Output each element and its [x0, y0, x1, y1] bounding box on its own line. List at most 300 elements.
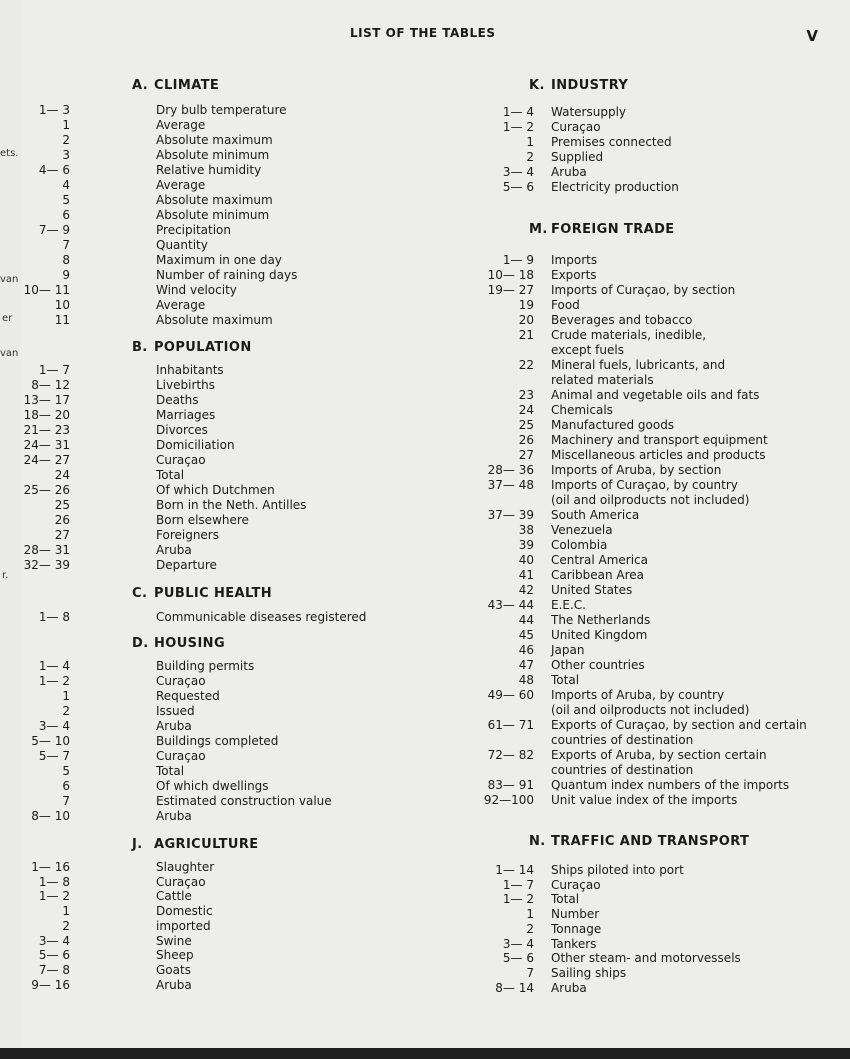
table-label: Absolute maximum [156, 133, 273, 147]
table-label: Food [551, 298, 580, 312]
table-number: 1— 2 [502, 892, 534, 907]
table-label: Marriages [156, 408, 216, 422]
section-letter: N. [529, 834, 546, 849]
table-label: Departure [156, 558, 217, 572]
table-entry [447, 298, 847, 313]
table-number: 1— 8 [38, 610, 70, 624]
table-entry [22, 779, 442, 794]
table-entry [22, 875, 442, 890]
table-number: 21— 23 [23, 423, 70, 437]
table-number: 18— 20 [23, 408, 70, 422]
table-number: 92—100 [483, 793, 534, 807]
table-label: Maximum in one day [156, 253, 282, 267]
table-entry [447, 907, 847, 922]
table-label: Unit value index of the imports [551, 793, 738, 807]
table-label: Inhabitants [156, 363, 224, 377]
table-label: Beverages and tobacco [551, 313, 693, 327]
table-entry [447, 922, 847, 937]
page-number: V [806, 27, 818, 45]
table-entry [447, 135, 847, 150]
table-entry [22, 378, 442, 393]
table-number: 8— 10 [31, 809, 70, 823]
table-entry [22, 208, 442, 223]
table-label: Other steam- and motorvessels [551, 951, 741, 966]
table-label: Tonnage [551, 921, 602, 936]
table-number: 2 [62, 133, 70, 147]
table-number: 1— 7 [502, 877, 534, 892]
table-number: 61— 71 [487, 718, 534, 732]
table-label: Aruba [156, 977, 192, 992]
table-number: 7 [526, 965, 534, 980]
table-label: Aruba [156, 543, 192, 557]
table-label: Other countries [551, 658, 645, 672]
table-entry [447, 613, 847, 628]
table-entry [22, 558, 442, 573]
table-label: Curaçao [156, 674, 206, 688]
table-number: 42 [518, 583, 534, 597]
table-number: 1— 16 [31, 860, 70, 874]
table-number: 49— 60 [487, 688, 534, 702]
table-label: Absolute maximum [156, 193, 273, 207]
table-label: Total [156, 468, 185, 482]
table-number: 7 [62, 794, 70, 808]
table-label: The Netherlands [551, 613, 651, 627]
table-label: Exports of Aruba, by section certain [551, 748, 767, 762]
table-number: 1— 8 [38, 874, 70, 889]
table-number: 1— 14 [495, 863, 534, 877]
table-entry [447, 328, 847, 343]
table-entry [22, 298, 442, 313]
table-number: 26 [518, 433, 534, 447]
table-label: Watersupply [551, 105, 626, 119]
table-label: Sailing ships [551, 965, 627, 980]
table-label: Number of raining days [156, 268, 298, 282]
table-number: 5 [62, 764, 70, 778]
table-number: 43— 44 [487, 598, 534, 612]
table-number: 4 [62, 178, 70, 192]
table-entry [22, 948, 442, 963]
table-label: Wind velocity [156, 283, 237, 297]
table-number: 3— 4 [502, 165, 534, 179]
table-number: 72— 82 [487, 748, 534, 762]
page-title: LIST OF THE TABLES [350, 26, 496, 40]
table-label: countries of destination [551, 733, 694, 747]
table-label: Cattle [156, 889, 192, 904]
table-label: Curaçao [156, 453, 206, 467]
table-label: Born in the Neth. Antilles [156, 498, 307, 512]
table-entry [22, 283, 442, 298]
table-number: 10— 18 [487, 268, 534, 282]
table-label: Curaçao [156, 749, 206, 763]
table-number: 28— 31 [23, 543, 70, 557]
table-number: 32— 39 [23, 558, 70, 572]
table-label: Aruba [551, 980, 587, 995]
table-entry [22, 689, 442, 704]
table-number: 5— 7 [38, 749, 70, 763]
table-number: 21 [518, 328, 534, 342]
table-entry [447, 373, 847, 388]
table-label: Slaughter [156, 860, 215, 874]
table-label: Domiciliation [156, 438, 235, 452]
table-label: Imports of Curaçao, by country [551, 478, 738, 492]
table-entry [22, 363, 442, 378]
section-letter: D. [132, 636, 149, 651]
table-entry [447, 778, 847, 793]
table-label: E.E.C. [551, 598, 586, 612]
table-number: 45 [518, 628, 534, 642]
section-title: CLIMATE [154, 78, 220, 93]
table-entry [447, 733, 847, 748]
table-entry [447, 523, 847, 538]
table-label: Foreigners [156, 528, 219, 542]
table-label: (oil and oilproducts not included) [551, 493, 750, 507]
table-label: Total [156, 764, 185, 778]
table-entry [447, 120, 847, 135]
table-number: 3— 4 [38, 719, 70, 733]
table-number: 24 [518, 403, 534, 417]
section-heading [132, 78, 219, 93]
table-entry [22, 919, 442, 934]
table-number: 1— 2 [38, 889, 70, 904]
table-label: Buildings completed [156, 734, 279, 748]
table-entry [447, 343, 847, 358]
table-label: imported [156, 918, 211, 933]
table-number: 5— 6 [502, 180, 534, 194]
margin-fragment: ets. [0, 148, 19, 159]
table-label: Imports of Curaçao, by section [551, 283, 736, 297]
table-label: Absolute minimum [156, 148, 270, 162]
table-number: 5 [62, 193, 70, 207]
table-entry [447, 718, 847, 733]
table-label: Relative humidity [156, 163, 262, 177]
document-page [22, 0, 850, 1048]
table-entry [22, 610, 442, 625]
table-label: Quantum index numbers of the imports [551, 778, 790, 792]
table-label: Electricity production [551, 180, 679, 194]
table-entry [22, 794, 442, 809]
table-label: Of which dwellings [156, 779, 269, 793]
table-entry [22, 393, 442, 408]
table-label: Swine [156, 933, 192, 948]
section-heading [132, 586, 272, 601]
table-label: Number [551, 907, 600, 922]
table-number: 41 [518, 568, 534, 582]
table-entry [447, 493, 847, 508]
table-label: Livebirths [156, 378, 215, 392]
table-entry [447, 863, 847, 878]
table-number: 1 [526, 907, 534, 922]
table-entry [447, 643, 847, 658]
table-entry [447, 403, 847, 418]
table-label: Ships piloted into port [551, 863, 684, 877]
table-entry [447, 150, 847, 165]
table-label: Born elsewhere [156, 513, 249, 527]
table-entry [22, 809, 442, 824]
table-number: 39 [518, 538, 534, 552]
table-label: Curaçao [551, 877, 601, 892]
table-entry [447, 253, 847, 268]
table-label: Animal and vegetable oils and fats [551, 388, 760, 402]
table-entry [447, 583, 847, 598]
table-label: United States [551, 583, 633, 597]
table-label: Issued [156, 704, 195, 718]
table-label: Domestic [156, 904, 213, 919]
table-label: Communicable diseases registered [156, 610, 367, 624]
table-entry [447, 358, 847, 373]
table-label: (oil and oilproducts not included) [551, 703, 750, 717]
table-entry [22, 148, 442, 163]
table-label: except fuels [551, 343, 624, 357]
table-entry [447, 313, 847, 328]
table-entry [22, 528, 442, 543]
table-entry [22, 659, 442, 674]
table-entry [22, 238, 442, 253]
table-label: Exports [551, 268, 597, 282]
table-entry [22, 133, 442, 148]
left-page-edge [0, 0, 23, 1059]
table-number: 9 [62, 268, 70, 282]
table-number: 8 [62, 253, 70, 267]
table-number: 9— 16 [31, 977, 70, 992]
table-entry [22, 483, 442, 498]
table-number: 37— 39 [487, 508, 534, 522]
margin-fragment: r. [2, 570, 9, 581]
table-label: Tankers [551, 936, 597, 951]
table-number: 48 [518, 673, 534, 687]
table-entry [447, 553, 847, 568]
table-label: Requested [156, 689, 220, 703]
table-number: 1— 2 [38, 674, 70, 688]
table-number: 5— 6 [38, 948, 70, 963]
table-entry [22, 453, 442, 468]
table-entry [22, 163, 442, 178]
table-number: 7— 8 [38, 962, 70, 977]
table-label: Aruba [551, 165, 587, 179]
table-entry [447, 748, 847, 763]
table-entry [447, 105, 847, 120]
table-number: 46 [518, 643, 534, 657]
table-number: 23 [518, 388, 534, 402]
table-number: 1— 2 [502, 120, 534, 134]
table-entry [22, 498, 442, 513]
table-label: Divorces [156, 423, 208, 437]
table-entry [22, 118, 442, 133]
table-entry [22, 734, 442, 749]
table-number: 2 [62, 704, 70, 718]
table-entry [22, 978, 442, 993]
table-entry [447, 568, 847, 583]
table-entry [447, 892, 847, 907]
table-number: 1 [62, 118, 70, 132]
table-number: 25— 26 [23, 483, 70, 497]
table-number: 2 [526, 921, 534, 936]
table-entry [22, 674, 442, 689]
table-entry [22, 860, 442, 875]
table-label: Curaçao [551, 120, 601, 134]
table-entry [447, 508, 847, 523]
table-entry [22, 438, 442, 453]
table-entry [447, 658, 847, 673]
margin-fragment: van [0, 348, 19, 359]
table-entry [447, 981, 847, 996]
table-label: Machinery and transport equipment [551, 433, 768, 447]
table-label: Curaçao [156, 874, 206, 889]
table-entry [447, 538, 847, 553]
table-entry [447, 951, 847, 966]
table-number: 1— 9 [502, 253, 534, 267]
section-title: HOUSING [154, 636, 226, 651]
table-entry [447, 180, 847, 195]
table-label: Dry bulb temperature [156, 103, 287, 117]
table-number: 10 [54, 298, 70, 312]
table-entry [447, 388, 847, 403]
section-letter: J. [132, 837, 143, 852]
section-letter: A. [132, 78, 149, 93]
table-entry [22, 268, 442, 283]
table-number: 20 [518, 313, 534, 327]
table-number: 40 [518, 553, 534, 567]
table-label: Deaths [156, 393, 199, 407]
table-entry [447, 463, 847, 478]
table-label: Aruba [156, 809, 192, 823]
table-number: 28— 36 [487, 463, 534, 477]
section-title: FOREIGN TRADE [551, 222, 675, 237]
table-label: Of which Dutchmen [156, 483, 275, 497]
table-number: 1— 3 [38, 103, 70, 117]
section-heading [529, 222, 675, 237]
table-entry [22, 764, 442, 779]
table-label: related materials [551, 373, 654, 387]
section-title: AGRICULTURE [154, 837, 259, 852]
table-number: 24 [54, 468, 70, 482]
table-number: 25 [54, 498, 70, 512]
table-entry [447, 878, 847, 893]
table-entry [22, 513, 442, 528]
table-number: 1— 4 [38, 659, 70, 673]
section-letter: M. [529, 222, 548, 237]
table-entry [22, 543, 442, 558]
table-entry [447, 937, 847, 952]
table-number: 1— 7 [38, 363, 70, 377]
table-label: Japan [551, 643, 585, 657]
table-number: 8— 14 [495, 980, 534, 995]
table-label: Absolute minimum [156, 208, 270, 222]
table-label: Crude materials, inedible, [551, 328, 707, 342]
table-number: 27 [54, 528, 70, 542]
table-label: Imports of Aruba, by section [551, 463, 722, 477]
table-entry [447, 966, 847, 981]
table-entry [22, 963, 442, 978]
section-heading [132, 837, 259, 852]
table-label: Exports of Curaçao, by section and certain [551, 718, 807, 732]
table-entry [22, 408, 442, 423]
bottom-edge [0, 1048, 850, 1059]
table-label: Average [156, 298, 206, 312]
table-entry [22, 253, 442, 268]
table-number: 6 [62, 779, 70, 793]
table-number: 1 [62, 689, 70, 703]
table-entry [22, 193, 442, 208]
table-label: Total [551, 892, 580, 907]
table-label: Colombia [551, 538, 608, 552]
table-label: Quantity [156, 238, 208, 252]
table-number: 11 [54, 313, 70, 327]
table-entry [447, 268, 847, 283]
table-label: Manufactured goods [551, 418, 675, 432]
section-title: PUBLIC HEALTH [154, 586, 273, 601]
table-label: Imports of Aruba, by country [551, 688, 725, 702]
table-number: 1 [526, 135, 534, 149]
table-entry [22, 719, 442, 734]
table-label: Caribbean Area [551, 568, 645, 582]
table-entry [22, 904, 442, 919]
table-label: Central America [551, 553, 649, 567]
table-label: Venezuela [551, 523, 613, 537]
table-entry [447, 703, 847, 718]
table-entry [447, 793, 847, 808]
table-number: 3 [62, 148, 70, 162]
table-label: Mineral fuels, lubricants, and [551, 358, 726, 372]
table-label: Supplied [551, 150, 604, 164]
table-number: 38 [518, 523, 534, 537]
table-label: Premises connected [551, 135, 672, 149]
table-number: 24— 31 [23, 438, 70, 452]
table-number: 19— 27 [487, 283, 534, 297]
section-heading [529, 834, 749, 849]
table-entry [22, 423, 442, 438]
table-entry [22, 749, 442, 764]
table-entry [447, 628, 847, 643]
table-number: 1— 4 [502, 105, 534, 119]
table-label: Aruba [156, 719, 192, 733]
table-number: 7— 9 [38, 223, 70, 237]
table-entry [447, 165, 847, 180]
table-number: 22 [518, 358, 534, 372]
table-entry [22, 313, 442, 328]
table-number: 6 [62, 208, 70, 222]
table-entry [447, 673, 847, 688]
table-entry [22, 704, 442, 719]
table-entry [22, 468, 442, 483]
table-number: 3— 4 [38, 933, 70, 948]
table-number: 5— 6 [502, 951, 534, 966]
table-label: Total [551, 673, 580, 687]
table-label: Absolute maximum [156, 313, 273, 327]
section-letter: C. [132, 586, 148, 601]
section-title: TRAFFIC AND TRANSPORT [551, 834, 750, 849]
margin-fragment: er [2, 313, 13, 324]
table-number: 47 [518, 658, 534, 672]
table-number: 2 [526, 150, 534, 164]
table-label: Estimated construction value [156, 794, 332, 808]
section-heading [529, 78, 628, 93]
table-entry [447, 763, 847, 778]
table-label: South America [551, 508, 640, 522]
table-label: Miscellaneous articles and products [551, 448, 766, 462]
table-label: Precipitation [156, 223, 232, 237]
table-number: 13— 17 [23, 393, 70, 407]
table-entry [22, 889, 442, 904]
table-number: 5— 10 [31, 734, 70, 748]
table-number: 10— 11 [23, 283, 70, 297]
table-number: 2 [62, 918, 70, 933]
table-entry [22, 934, 442, 949]
table-entry [447, 478, 847, 493]
table-entry [22, 223, 442, 238]
table-label: Chemicals [551, 403, 613, 417]
table-label: Average [156, 118, 206, 132]
table-entry [22, 103, 442, 118]
